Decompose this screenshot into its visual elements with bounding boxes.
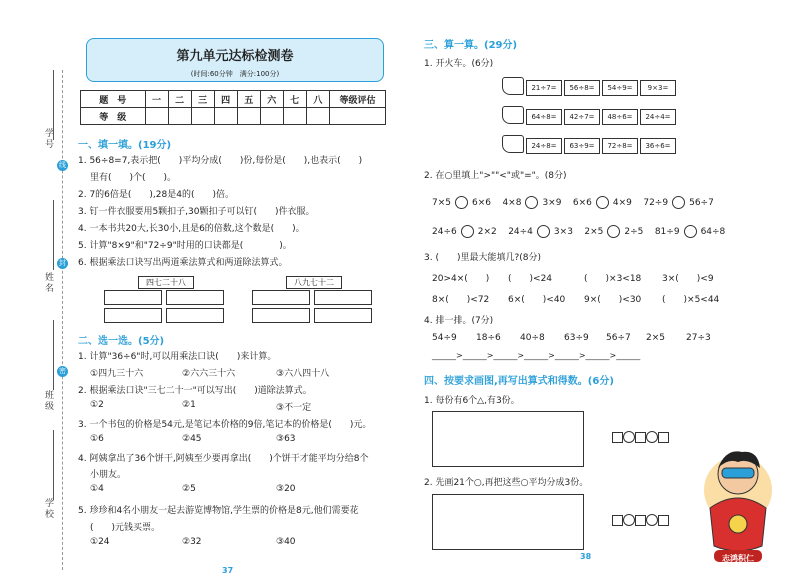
choice-1: 1. 计算"36÷6"时,可以用乘法口诀( )来计算。: [78, 352, 277, 362]
table-row: [81, 91, 386, 108]
table-cell[interactable]: [145, 108, 168, 125]
choice-3-option-3[interactable]: ③63: [276, 434, 296, 444]
sort-item: 63÷9: [564, 333, 589, 343]
answer-equation-1: [612, 431, 669, 443]
choice-5: 5. 珍珍和4名小朋友一起去游览博物馆,学生票的价格是8元,他们需要花: [78, 506, 359, 516]
operator-circle[interactable]: [623, 514, 635, 526]
compare-row-2: 24÷6 2×2 24÷4 3×3 2×5 2÷5 81÷9 64÷8: [432, 227, 726, 237]
seal-mark-seal: 封: [59, 259, 66, 267]
train-car[interactable]: 21÷7=: [526, 80, 562, 96]
question-3-2: 2. 在○里填上">""<"或"="。(8分): [424, 171, 567, 181]
compare-circle[interactable]: [596, 196, 609, 209]
sort-item: 56÷7: [606, 333, 631, 343]
table-cell[interactable]: [191, 108, 214, 125]
table-cell[interactable]: [168, 108, 191, 125]
sort-item: 2×5: [646, 333, 665, 343]
answer-square[interactable]: [635, 432, 646, 443]
page-title: 第九单元达标检测卷: [176, 49, 294, 64]
answer-box[interactable]: [252, 290, 310, 305]
answer-equation-2: [612, 514, 669, 526]
sort-item: 18÷6: [476, 333, 501, 343]
fill-1[interactable]: 20>4×( ): [432, 274, 490, 284]
sort-item: 27÷3: [686, 333, 711, 343]
fill-3[interactable]: ( )×3<18: [584, 274, 642, 284]
train-car[interactable]: 56÷8=: [564, 80, 600, 96]
train-car[interactable]: 54÷9=: [602, 80, 638, 96]
choice-4-cont: 小朋友。: [90, 470, 127, 480]
sort-answer-line[interactable]: ______>______>______>______>______>______>______: [432, 351, 641, 360]
operator-circle[interactable]: [646, 431, 658, 443]
train-engine-icon: [502, 135, 524, 153]
fill-2[interactable]: ( )<24: [508, 274, 553, 284]
choice-4-option-1[interactable]: ①4: [90, 484, 104, 494]
table-cell: 四: [214, 91, 237, 108]
name-field[interactable]: [53, 200, 54, 270]
choice-2-option-3[interactable]: ③不一定: [276, 403, 312, 413]
choice-4: 4. 阿姨拿出了36个饼干,阿姨至少要再拿出( )个饼干才能平均分给8个: [78, 454, 369, 464]
class-field[interactable]: [53, 320, 54, 390]
table-cell[interactable]: [214, 108, 237, 125]
mascot-badge: 志鸿积仁: [722, 554, 754, 563]
question-3-3: 3. ( )里最大能填几?(8分): [424, 253, 541, 263]
question-1-1-cont: 里有( )个( )。: [90, 173, 177, 183]
section-3-heading: 三、算一算。(29分): [424, 40, 518, 51]
table-cell: 八: [306, 91, 329, 108]
table-cell[interactable]: [306, 108, 329, 125]
choice-1-option-1[interactable]: ①四九三十六: [90, 369, 144, 379]
answer-box[interactable]: [104, 308, 162, 323]
table-cell[interactable]: [237, 108, 260, 125]
student-number-label: 学号: [43, 128, 53, 150]
answer-square[interactable]: [658, 432, 669, 443]
question-1-6: 6. 根据乘法口诀写出两道乘法算式和两道除法算式。: [78, 258, 288, 268]
answer-square[interactable]: [635, 515, 646, 526]
compare-circle[interactable]: [455, 196, 468, 209]
fill-6[interactable]: 6×( )<40: [508, 295, 566, 305]
train-car[interactable]: 9×3=: [640, 80, 676, 96]
train-engine-icon: [502, 106, 524, 124]
answer-square[interactable]: [612, 515, 623, 526]
table-cell: 等级评估: [330, 91, 386, 108]
seal-mark-line: 线: [59, 161, 66, 169]
school-label: 学校: [43, 498, 53, 520]
answer-box[interactable]: [104, 290, 162, 305]
choice-2: 2. 根据乘法口诀"三七二十一"可以写出( )道除法算式。: [78, 386, 312, 396]
compare-row-1: 7×5 6×6 4×8 3×9 6×6 4×9 72÷9 56÷7: [432, 198, 714, 208]
drawing-box[interactable]: [432, 411, 584, 467]
operator-circle[interactable]: [646, 514, 658, 526]
answer-square[interactable]: [612, 432, 623, 443]
table-row: [81, 108, 386, 125]
section-2-heading: 二、选一选。(5分): [78, 336, 165, 347]
train-car[interactable]: 63÷9=: [564, 138, 600, 154]
train-engine-icon: [502, 77, 524, 95]
class-label: 班级: [43, 390, 53, 412]
train-car[interactable]: 48÷6=: [602, 109, 638, 125]
choice-5-cont: ( )元钱买票。: [90, 523, 161, 533]
choice-1-option-3[interactable]: ③六八四十八: [276, 369, 330, 379]
section-1-heading: 一、填一填。(19分): [78, 140, 172, 151]
choice-3-option-2[interactable]: ②45: [182, 434, 202, 444]
train-car[interactable]: 64÷8=: [526, 109, 562, 125]
table-cell[interactable]: [260, 108, 283, 125]
verse-box-1: 四七二十八: [138, 276, 194, 289]
school-field[interactable]: [53, 430, 54, 500]
sort-item: 40÷8: [520, 333, 545, 343]
choice-4-option-3[interactable]: ③20: [276, 484, 296, 494]
choice-3: 3. 一个书包的价格是54元,是笔记本价格的9倍,笔记本的价格是( )元。: [78, 420, 372, 430]
choice-2-option-2[interactable]: ②1: [182, 400, 196, 410]
verse-box-2: 八九七十二: [286, 276, 342, 289]
choice-5-option-2[interactable]: ②32: [182, 537, 202, 547]
seal-mark-secret: 密: [59, 367, 66, 375]
section-4-heading: 四、按要求画图,再写出算式和得数。(6分): [424, 376, 614, 387]
compare-circle[interactable]: [537, 225, 550, 238]
fill-4[interactable]: 3×( )<9: [662, 274, 714, 284]
train-car[interactable]: 24÷4=: [640, 109, 676, 125]
table-cell: 六: [260, 91, 283, 108]
fill-5[interactable]: 8×( )<72: [432, 295, 490, 305]
choice-5-option-3[interactable]: ③40: [276, 537, 296, 547]
choice-1-option-2[interactable]: ②六六三十六: [182, 369, 236, 379]
question-1-2: 2. 7的6倍是( ),28是4的( )倍。: [78, 190, 234, 200]
compare-circle[interactable]: [525, 196, 538, 209]
table-cell: 五: [237, 91, 260, 108]
name-label: 姓名: [43, 272, 53, 294]
fill-7[interactable]: 9×( )<30: [584, 295, 642, 305]
draw-question-2: 2. 先画21个○,再把这些○平均分成3份。: [424, 478, 589, 488]
title-box: [86, 38, 384, 82]
exam-info: (时间:60分钟 满分:100分): [190, 70, 280, 78]
choice-5-option-1[interactable]: ①24: [90, 537, 110, 547]
compare-circle[interactable]: [461, 225, 474, 238]
choice-4-option-2[interactable]: ②5: [182, 484, 196, 494]
compare-circle[interactable]: [684, 225, 697, 238]
table-cell: 七: [283, 91, 306, 108]
answer-box[interactable]: [314, 290, 372, 305]
fill-8[interactable]: ( )×5<44: [662, 295, 720, 305]
choice-2-option-1[interactable]: ①2: [90, 400, 104, 410]
answer-square[interactable]: [658, 515, 669, 526]
page-number-right: 38: [580, 552, 592, 561]
train-car[interactable]: 42÷7=: [564, 109, 600, 125]
answer-box[interactable]: [314, 308, 372, 323]
table-cell[interactable]: [283, 108, 306, 125]
train-car[interactable]: 36÷6=: [640, 138, 676, 154]
table-cell: 题 号: [81, 91, 146, 108]
question-3-1: 1. 开火车。(6分): [424, 59, 494, 69]
train-car[interactable]: 72÷8=: [602, 138, 638, 154]
table-cell: 一: [145, 91, 168, 108]
draw-question-1: 1. 每份有6个△,有3份。: [424, 396, 520, 406]
sort-item: 54÷9: [432, 333, 457, 343]
answer-box[interactable]: [166, 308, 224, 323]
question-1-5: 5. 计算"8×9"和"72÷9"时用的口诀都是( )。: [78, 241, 292, 251]
table-cell[interactable]: [330, 108, 386, 125]
table-cell: 等 级: [81, 108, 146, 125]
score-table: [80, 90, 386, 125]
answer-box[interactable]: [252, 308, 310, 323]
table-cell: 二: [168, 91, 191, 108]
question-1-3: 3. 钉一件衣服要用5颗扣子,30颗扣子可以钉( )件衣服。: [78, 207, 315, 217]
compare-circle[interactable]: [672, 196, 685, 209]
answer-box[interactable]: [166, 290, 224, 305]
question-1-4: 4. 一本书共20大,长30小,且是6的倍数,这个数是( )。: [78, 224, 305, 234]
question-1-1: 1. 56÷8=7,表示把( )平均分成( )份,每份是( ),也表示( ): [78, 156, 363, 166]
train-car[interactable]: 24÷8=: [526, 138, 562, 154]
page-number-left: 37: [222, 566, 234, 575]
question-3-4: 4. 排一排。(7分): [424, 316, 494, 326]
compare-circle[interactable]: [607, 225, 620, 238]
drawing-box[interactable]: [432, 494, 584, 550]
table-cell: 三: [191, 91, 214, 108]
student-number-field[interactable]: [53, 70, 54, 140]
operator-circle[interactable]: [623, 431, 635, 443]
mascot-icon: [696, 428, 780, 568]
binding-line: [62, 70, 63, 570]
choice-3-option-1[interactable]: ①6: [90, 434, 104, 444]
